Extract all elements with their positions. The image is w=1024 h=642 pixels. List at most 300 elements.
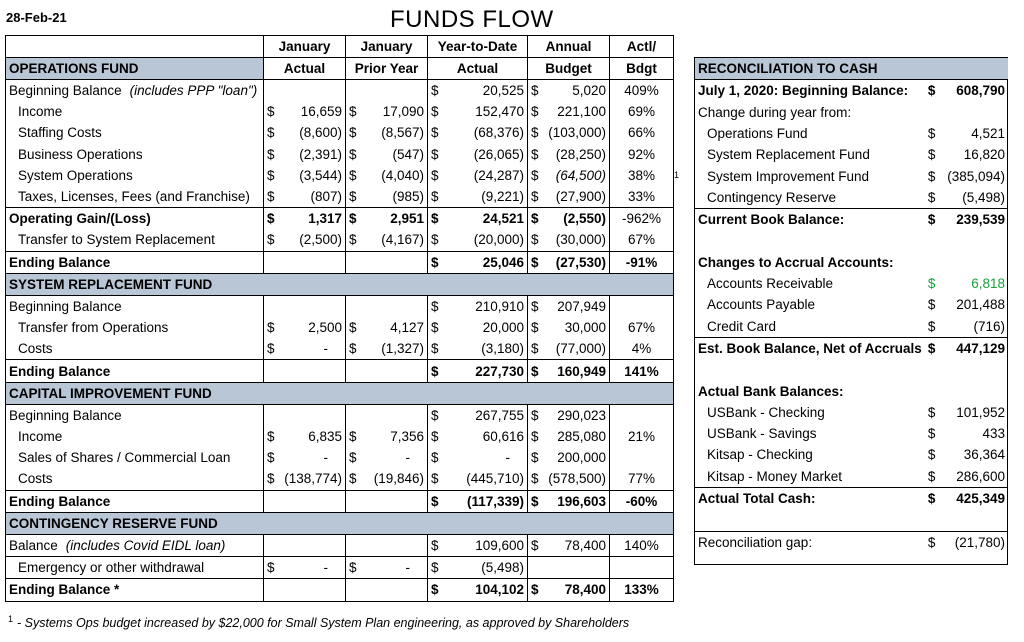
dollar-sign: $ (431, 254, 439, 270)
dollar-sign: $ (431, 298, 439, 314)
dollar-sign: $ (349, 341, 357, 357)
cell-value: 290,023 (557, 407, 606, 423)
dollar-sign: $ (531, 104, 539, 120)
dollar-sign: $ (431, 560, 439, 576)
reconciliation-table (695, 57, 1008, 553)
cell-value: (385,094) (947, 168, 1005, 184)
cell-value: (445,710) (466, 471, 524, 487)
row-label: Contingency Reserve (707, 189, 837, 205)
table-row (6, 557, 674, 579)
row-label: Operations Fund (707, 126, 808, 142)
row-label: Actual Total Cash: (695, 487, 925, 509)
cell-value: (103,000) (548, 125, 606, 141)
dollar-sign: $ (349, 189, 357, 205)
table-row (695, 380, 1008, 401)
row-label-text: Taxes, Licenses, Fees (and Franchise) (18, 189, 250, 205)
cell-value: (4,167) (381, 232, 424, 248)
row-label (6, 317, 264, 338)
cell-value: (30,000) (555, 232, 606, 248)
dollar-sign: $ (531, 363, 539, 379)
cell-pct: 66% (610, 122, 674, 143)
cell-value: 25,046 (482, 254, 524, 270)
funds-flow-table (5, 35, 674, 602)
column-header-row-1 (6, 36, 674, 58)
cell-jan (264, 404, 346, 426)
cell-jan (264, 490, 346, 512)
cell-value: 4,521 (971, 126, 1005, 142)
cell-jan (264, 534, 346, 556)
row-label (6, 186, 264, 208)
dollar-sign: $ (267, 189, 275, 205)
cell-value: (5,498) (962, 189, 1005, 205)
cell-value: (1,327) (381, 341, 424, 357)
cell-prior (346, 229, 428, 251)
cell-value: 78,400 (564, 538, 606, 554)
cell-prior (346, 404, 428, 426)
cell-ytd (428, 101, 528, 122)
cell-value: 78,400 (564, 582, 606, 598)
cell-annual (528, 251, 610, 273)
cell-value: 109,600 (475, 538, 524, 554)
cell-jan (264, 579, 346, 601)
cell-value: 210,910 (475, 298, 524, 314)
cell-value: (2,550) (563, 211, 606, 227)
table-row (695, 273, 1008, 294)
cell-value: 425,349 (941, 487, 1008, 509)
cell-value: (27,530) (555, 254, 606, 270)
dollar-sign: $ (927, 297, 936, 313)
cell-value: (985) (392, 189, 424, 205)
cell-pct: -60% (610, 490, 674, 512)
dollar-sign: $ (925, 337, 942, 359)
cell-prior (346, 338, 428, 360)
section-header (6, 273, 674, 295)
cell-value: (578,500) (548, 471, 606, 487)
dollar-sign: $ (267, 211, 275, 227)
dollar-sign (925, 509, 942, 531)
row-label-text: Staffing Costs (18, 125, 102, 141)
cell-value: (8,600) (299, 125, 342, 141)
dollar-sign: $ (349, 429, 357, 445)
cell-jan (264, 229, 346, 251)
cell-annual (528, 557, 610, 579)
cell-prior (346, 490, 428, 512)
cell-prior (346, 122, 428, 143)
dollar-sign (925, 102, 942, 123)
row-label (6, 101, 264, 122)
dollar-sign: $ (927, 468, 936, 484)
cell-value (941, 509, 1008, 531)
cell-value: (21,780) (941, 531, 1008, 553)
col-jan_prior-h2: Prior Year (346, 58, 428, 80)
dollar-sign: $ (531, 298, 539, 314)
table-row (695, 509, 1008, 531)
row-label (6, 404, 264, 426)
cell-prior (346, 534, 428, 556)
row-label (695, 509, 925, 531)
cell-pct: 67% (610, 317, 674, 338)
row-note: (includes Covid EIDL loan) (65, 538, 226, 554)
table-row (6, 229, 674, 251)
row-label (6, 338, 264, 360)
section-title: RECONCILIATION TO CASH (695, 58, 1008, 80)
row-label-text: Sales of Shares / Commercial Loan (18, 450, 231, 466)
dollar-sign: $ (431, 341, 439, 357)
cell-annual (528, 338, 610, 360)
cell-jan (264, 468, 346, 490)
cell-value: - (405, 450, 410, 466)
cell-value: 447,129 (941, 337, 1008, 359)
dollar-sign: $ (431, 429, 439, 445)
cell-value: 201,488 (956, 297, 1005, 313)
cell-pct: 92% (610, 144, 674, 165)
section-title: SYSTEM REPLACEMENT FUND (6, 273, 674, 295)
dollar-sign: $ (267, 167, 275, 183)
cell-pct (610, 447, 674, 468)
dollar-sign: $ (349, 125, 357, 141)
table-row (6, 534, 674, 556)
row-label: Est. Book Balance, Net of Accruals (695, 337, 925, 359)
cell-value: 60,616 (482, 429, 524, 445)
dollar-sign: $ (927, 276, 936, 292)
cell-value: 7,356 (390, 429, 424, 445)
dollar-sign: $ (349, 320, 357, 336)
cell-value: (26,065) (473, 146, 524, 162)
cell-jan (264, 447, 346, 468)
cell-ytd (428, 338, 528, 360)
dollar-sign: $ (349, 232, 357, 248)
cell-jan (264, 317, 346, 338)
cell-value: 200,000 (557, 450, 606, 466)
cell-value: - (505, 450, 510, 466)
row-label-text: Costs (18, 341, 53, 357)
col-annual-h1: Annual (528, 36, 610, 58)
footnote-number: 1 (8, 614, 14, 624)
table-row (6, 360, 674, 382)
cell-ytd (428, 447, 528, 468)
row-label-text: Ending Balance (9, 254, 111, 270)
dollar-sign: $ (431, 407, 439, 423)
row-label (6, 490, 264, 512)
cell-jan (264, 122, 346, 143)
cell-annual (528, 447, 610, 468)
dollar-sign: $ (267, 450, 275, 466)
row-note: (includes PPP "loan") (129, 83, 258, 99)
cell-annual (528, 208, 610, 230)
table-row (695, 144, 1008, 165)
col-jan-prior-h1: January (346, 36, 428, 58)
row-label (6, 447, 264, 468)
table-row (695, 337, 1008, 359)
row-label (6, 251, 264, 273)
dollar-sign: $ (349, 167, 357, 183)
row-label-text: Ending Balance * (9, 582, 120, 598)
dollar-sign: $ (531, 254, 539, 270)
cell-value: (4,040) (381, 167, 424, 183)
footnote-text: - Systems Ops budget increased by $22,000 for Small System Plan engineering, as approved by Shareholders (17, 616, 630, 631)
dollar-sign: $ (531, 232, 539, 248)
row-label (6, 144, 264, 165)
row-label: Current Book Balance: (695, 209, 925, 231)
dollar-sign: $ (349, 471, 357, 487)
cell-value: (138,774) (284, 471, 342, 487)
table-row (6, 165, 674, 186)
table-row (6, 80, 674, 102)
report-date: 28-Feb-21 (6, 10, 67, 25)
row-label (6, 579, 264, 601)
cell-prior (346, 360, 428, 382)
cell-value: (8,567) (381, 125, 424, 141)
cell-ytd (428, 295, 528, 317)
cell-ytd (428, 165, 528, 186)
table-row (6, 186, 674, 208)
dollar-sign: $ (431, 167, 439, 183)
cell-ytd (428, 317, 528, 338)
cell-annual (528, 165, 610, 186)
cell-annual (528, 426, 610, 447)
cell-ytd (428, 468, 528, 490)
section-title: OPERATIONS FUND (6, 58, 264, 80)
dollar-sign: $ (531, 167, 539, 183)
section-title: CONTINGENCY RESERVE FUND (6, 512, 674, 534)
cell-value: (68,376) (473, 125, 524, 141)
dollar-sign: $ (531, 407, 539, 423)
dollar-sign: $ (531, 211, 539, 227)
row-label-text: Beginning Balance (9, 83, 122, 99)
row-label-text: Income (18, 104, 63, 120)
table-row (695, 80, 1008, 102)
cell-ytd (428, 186, 528, 208)
row-label: Change during year from: (698, 104, 852, 120)
cell-prior (346, 557, 428, 579)
dollar-sign: $ (531, 146, 539, 162)
dollar-sign: $ (431, 582, 439, 598)
dollar-sign: $ (431, 189, 439, 205)
row-label: July 1, 2020: Beginning Balance: (698, 83, 909, 99)
cell-prior (346, 251, 428, 273)
row-label-text: Income (18, 429, 63, 445)
dollar-sign (925, 359, 942, 380)
cell-pct: 77% (610, 468, 674, 490)
cell-value: 207,949 (557, 298, 606, 314)
cell-pct: 140% (610, 534, 674, 556)
dollar-sign: $ (531, 83, 539, 99)
dollar-sign: $ (927, 447, 936, 463)
dollar-sign: $ (531, 341, 539, 357)
cell-value: - (405, 560, 410, 576)
cell-value: (19,846) (373, 471, 424, 487)
table-row (695, 252, 1008, 273)
row-label-text: Operating Gain/(Loss) (9, 211, 151, 227)
cell-value: 20,000 (482, 320, 524, 336)
dollar-sign: $ (531, 189, 539, 205)
dollar-sign: $ (925, 209, 942, 231)
dollar-sign: $ (531, 582, 539, 598)
cell-pct: 33% (610, 186, 674, 208)
cell-value: (28,250) (555, 146, 606, 162)
col-ytd-h1: Year-to-Date (428, 36, 528, 58)
dollar-sign: $ (431, 471, 439, 487)
dollar-sign: $ (927, 189, 936, 205)
cell-jan (264, 557, 346, 579)
dollar-sign: $ (531, 450, 539, 466)
row-label: Kitsap - Checking (707, 447, 813, 463)
cell-value: 104,102 (475, 582, 524, 598)
dollar-sign: $ (349, 211, 357, 227)
dollar-sign: $ (927, 404, 936, 420)
dollar-sign: $ (267, 125, 275, 141)
row-label (6, 360, 264, 382)
cell-value (941, 102, 1008, 123)
dollar-sign: $ (267, 471, 275, 487)
cell-ytd (428, 490, 528, 512)
footnote-marker: 1 (674, 170, 680, 180)
cell-prior (346, 468, 428, 490)
dollar-sign: $ (349, 560, 357, 576)
row-label-text: Beginning Balance (9, 407, 122, 423)
cell-value: (3,180) (481, 341, 524, 357)
page-title: FUNDS FLOW (390, 6, 554, 33)
cell-value: 2,951 (390, 211, 424, 227)
cell-ytd (428, 579, 528, 601)
dollar-sign: $ (349, 146, 357, 162)
cell-value (941, 230, 1008, 251)
cell-annual (528, 360, 610, 382)
table-row (695, 423, 1008, 444)
cell-annual (528, 295, 610, 317)
col-actl-h2: Bdgt (610, 58, 674, 80)
row-label-text: Emergency or other withdrawal (18, 560, 205, 576)
cell-value: 608,790 (956, 83, 1005, 99)
dollar-sign: $ (267, 146, 275, 162)
dollar-sign (925, 380, 942, 401)
cell-ytd (428, 122, 528, 143)
cell-jan (264, 426, 346, 447)
cell-prior (346, 295, 428, 317)
cell-prior (346, 144, 428, 165)
cell-value: 36,364 (963, 447, 1005, 463)
row-label: Accounts Receivable (707, 276, 834, 292)
cell-jan (264, 80, 346, 102)
cell-pct: -91% (610, 251, 674, 273)
cell-jan (264, 208, 346, 230)
cell-value: 286,600 (956, 468, 1005, 484)
cell-value: 4,127 (390, 320, 424, 336)
cell-ytd (428, 360, 528, 382)
dollar-sign: $ (431, 125, 439, 141)
cell-jan (264, 144, 346, 165)
cell-prior (346, 426, 428, 447)
table-row (6, 490, 674, 512)
dollar-sign: $ (927, 83, 936, 99)
cell-value: 6,818 (971, 276, 1005, 292)
table-row (6, 404, 674, 426)
cell-prior (346, 186, 428, 208)
table-row (6, 447, 674, 468)
dollar-sign (925, 252, 942, 273)
cell-value (941, 252, 1008, 273)
row-label (695, 230, 925, 251)
col-actl-h1: Actl/ (610, 36, 674, 58)
cell-value: - (323, 341, 328, 357)
row-label-text: Balance (9, 538, 58, 554)
cell-prior (346, 579, 428, 601)
cell-pct: 38% (610, 165, 674, 186)
cell-value: (24,287) (473, 167, 524, 183)
cell-jan (264, 251, 346, 273)
row-label (6, 468, 264, 490)
cell-value: 2,500 (308, 320, 342, 336)
cell-prior (346, 80, 428, 102)
col-jan_actual-h2: Actual (264, 58, 346, 80)
dollar-sign: $ (349, 450, 357, 466)
cell-value: 267,755 (475, 407, 524, 423)
row-label-text: Costs (18, 471, 53, 487)
row-label-text: Ending Balance (9, 493, 111, 509)
row-label: System Improvement Fund (707, 168, 870, 184)
cell-ytd (428, 229, 528, 251)
dollar-sign: $ (267, 320, 275, 336)
table-row (695, 531, 1008, 553)
cell-pct: 409% (610, 80, 674, 102)
row-label (695, 359, 925, 380)
cell-value: 16,820 (963, 147, 1005, 163)
row-label (6, 557, 264, 579)
cell-annual (528, 534, 610, 556)
cell-annual (528, 229, 610, 251)
cell-ytd (428, 426, 528, 447)
row-label (6, 208, 264, 230)
cell-value: 239,539 (941, 209, 1008, 231)
cell-value (941, 359, 1008, 380)
row-label (6, 534, 264, 556)
table-row (6, 317, 674, 338)
cell-value: (807) (310, 189, 342, 205)
row-label: Reconciliation gap: (695, 531, 925, 553)
section-header (6, 382, 674, 404)
cell-jan (264, 338, 346, 360)
cell-value: 1,317 (308, 211, 342, 227)
dollar-sign: $ (431, 320, 439, 336)
table-row (695, 230, 1008, 251)
row-label: System Replacement Fund (707, 147, 870, 163)
dollar-sign: $ (927, 318, 936, 334)
row-label (6, 165, 264, 186)
row-label (6, 80, 264, 102)
row-label: Kitsap - Money Market (707, 468, 843, 484)
dollar-sign: $ (531, 429, 539, 445)
table-row (695, 402, 1008, 423)
row-label-text: Business Operations (18, 146, 143, 162)
cell-prior (346, 101, 428, 122)
table-row (695, 187, 1008, 209)
cell-prior (346, 447, 428, 468)
cell-value: 221,100 (557, 104, 606, 120)
table-row (695, 359, 1008, 380)
row-label-text: Ending Balance (9, 363, 111, 379)
cell-annual (528, 317, 610, 338)
dollar-sign: $ (531, 538, 539, 554)
table-row (695, 209, 1008, 231)
dollar-sign: $ (531, 125, 539, 141)
cell-value: 20,525 (482, 83, 524, 99)
cell-prior (346, 165, 428, 186)
cell-value: 101,952 (956, 404, 1005, 420)
dollar-sign: $ (925, 487, 942, 509)
table-row (6, 468, 674, 490)
cell-value: (3,544) (299, 167, 342, 183)
cell-ytd (428, 404, 528, 426)
